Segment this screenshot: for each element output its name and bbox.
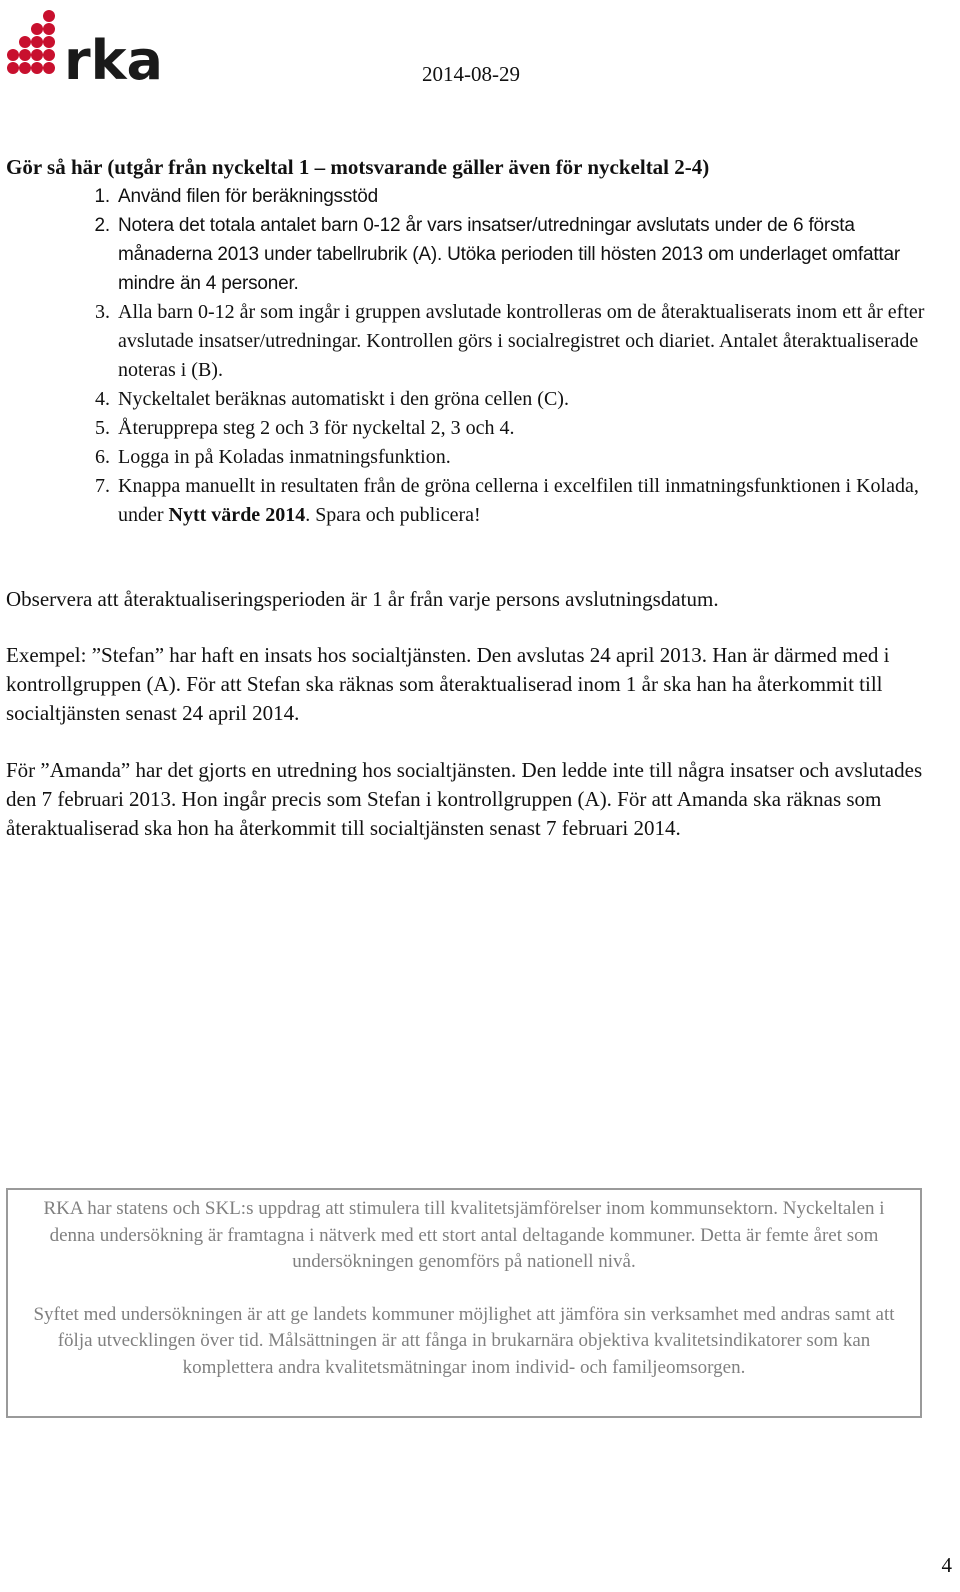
logo-wordmark: rka	[64, 29, 163, 86]
instructions-heading: Gör så här (utgår från nyckeltal 1 – motsvarande gäller även för nyckeltal 2-4)	[6, 155, 710, 179]
step-4: 4. Nyckeltalet beräknas automatiskt i den gröna cellen (C).	[95, 388, 569, 410]
step-6: 6. Logga in på Koladas inmatningsfunktion.	[95, 446, 451, 468]
step-1: 1. Använd filen för beräkningsstöd	[94, 186, 378, 207]
example-amanda: För ”Amanda” har det gjorts en utredning hos socialtjänsten. Den ledde inte till några insatser och avslutades den 7 februari 2013. Hon ingår precis som Stefan i kontrollgruppen (A). För att Amanda ska räknas som återaktualiserad ska hon ha återkommit till socialtjänsten senast 7 februari 2014.	[6, 758, 923, 840]
page-number: 4	[941, 1553, 952, 1577]
step-5: 5. Återupprepa steg 2 och 3 för nyckeltal 2, 3 och 4.	[95, 417, 515, 439]
info-paragraph-1: RKA har statens och SKL:s uppdrag att stimulera till kvalitetsjämförelser inom kommunsektorn. Nyckeltalen i denna undersökning är framtagna i nätverk med ett stort antal deltagande kommuner. Detta är femte året som undersökningen genomförs på nationell nivå.	[43, 1198, 885, 1272]
document-date: 2014-08-29	[422, 62, 520, 86]
info-box	[6, 1188, 922, 1418]
step-7: 7. Knappa manuellt in resultaten från de gröna cellerna i excelfilen till inmatningsfunktionen i Kolada, under Nytt värde 2014. Spara och publicera!	[95, 475, 919, 526]
step-2: 2. Notera det totala antalet barn 0-12 år vars insatser/utredningar avslutats under de 6 första månaderna 2013 under tabellrubrik (A). Utöka perioden till hösten 2013 om underlaget omfattar mindre än 4 personer.	[94, 215, 900, 294]
dot-pattern-icon	[7, 10, 55, 74]
rka-logo	[4, 6, 184, 86]
new-value-emphasis: Nytt värde 2014	[168, 504, 306, 526]
rka-logo-graphic	[4, 6, 184, 86]
step-3: 3. Alla barn 0-12 år som ingår i gruppen avslutade kontrolleras om de återaktualiserats inom ett år efter avslutade insatser/utredningar. Kontrollen görs i socialregistret och diariet. Antalet återaktualiserade noteras i (B).	[95, 301, 925, 381]
info-paragraph-2: Syftet med undersökningen är att ge landets kommuner möjlighet att jämföra sin verksamhet med andras samt att följa utvecklingen över tid. Målsättningen är att fånga in brukarnära objektiva kvalitetsindikatorer som kan komplettera andra kvalitetsmätningar inom individ- och familjeomsorgen.	[33, 1303, 895, 1378]
observe-note: Observera att återaktualiseringsperioden är 1 år från varje persons avslutningsdatum.	[6, 587, 719, 611]
example-stefan: Exempel: ”Stefan” har haft en insats hos socialtjänsten. Den avslutas 24 april 2013. Han är därmed med i kontrollgruppen (A). För att Stefan ska räknas som återaktualiserad inom 1 år ska han ha återkommit till socialtjänsten senast 24 april 2014.	[6, 643, 890, 725]
instruction-steps	[6, 182, 954, 530]
